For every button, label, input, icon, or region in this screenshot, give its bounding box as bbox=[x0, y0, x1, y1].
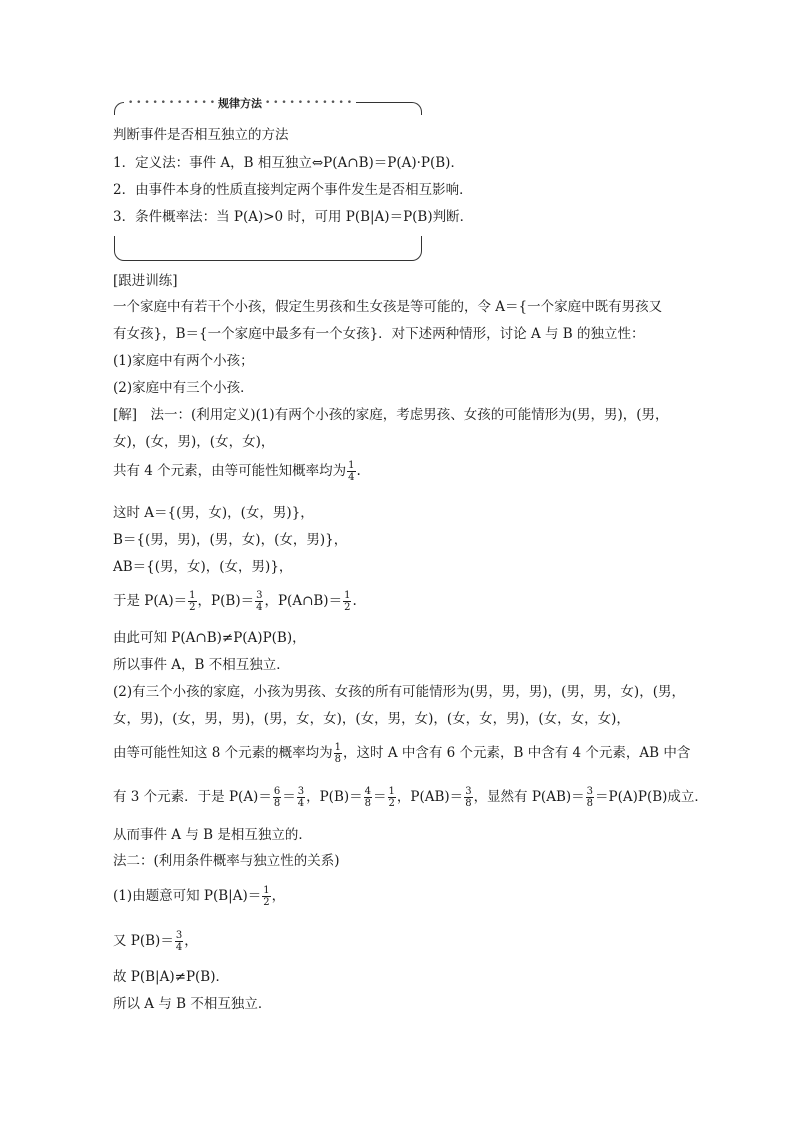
solution-line-5: B＝{(男，男)，(男，女)，(女，男)}， bbox=[113, 532, 348, 548]
problem-case-1: (1)家庭中有两个小孩； bbox=[113, 353, 254, 369]
dotted-decoration-right: • • • • • • • • • • • bbox=[265, 98, 353, 108]
solution-line-10: (2)有三个小孩的家庭，小孩为男孩、女孩的所有可能情形为(男，男，男)，(男，男，女)，(男， bbox=[113, 684, 685, 700]
fraction: $\frac{6}{8}$ bbox=[273, 786, 281, 809]
method-box-bottom-border bbox=[114, 236, 422, 261]
solution-line-19: 所以 A 与 B 不相互独立． bbox=[113, 996, 272, 1012]
fraction: $\frac{3}{4}$ bbox=[297, 786, 305, 809]
solution-line-4: 这时 A＝{(男，女)，(女，男)}， bbox=[113, 505, 314, 521]
method-box-title bbox=[124, 95, 356, 111]
solution-line-14: 从而事件 A 与 B 是相互独立的． bbox=[113, 827, 312, 843]
problem-line-2: 有女孩}，B＝{一个家庭中最多有一个女孩}．对下述两种情形，讨论 A 与 B 的独立性： bbox=[113, 326, 645, 342]
solution-line-13: 有 3 个元素．于是 P(A)＝ $\frac{6}{8}$ ＝ $\frac{3}{4}$ ，P(B)＝ $\frac{4}{8}$ ＝ $\frac{1}{2}$ ，P(AB)＝ $\frac{3}{8}$ ，显然有 P(AB)＝ $\frac{3}{8}$ ＝P(A)P(B)成立． bbox=[113, 786, 708, 809]
solution-line-17: 又 P(B)＝ $\frac{3}{4}$ ， bbox=[113, 930, 198, 953]
solution-line-11: 女，男)，(女，男，男)，(男，女，女)，(女，男，女)，(女，女，男)，(女，女，女)， bbox=[113, 711, 630, 727]
solution-line-9: 所以事件 A，B 不相互独立． bbox=[113, 657, 290, 673]
fraction: $\frac{1}{2}$ bbox=[189, 590, 196, 613]
solution-line-1: [解] 法一：(利用定义)(1)有两个小孩的家庭，考虑男孩、女孩的可能情形为(男，男)，(男， bbox=[113, 407, 669, 423]
solution-line-15: 法二：(利用条件概率与独立性的关系) bbox=[113, 853, 340, 869]
fraction: $\frac{3}{8}$ bbox=[586, 786, 594, 809]
method-item-3: 3．条件概率法：当 P(A)>0 时，可用 P(B|A)＝P(B)判断． bbox=[113, 209, 474, 225]
problem-case-2: (2)家庭中有三个小孩． bbox=[113, 380, 254, 396]
solution-line-12: 由等可能性知这 8 个元素的概率均为 $\frac{1}{8}$ ，这时 A 中含有 6 个元素，B 中含有 4 个元素，AB 中含 bbox=[113, 742, 691, 765]
method-item-2: 2．由事件本身的性质直接判定两个事件发生是否相互影响． bbox=[113, 182, 473, 198]
fraction: $\frac{3}{8}$ bbox=[465, 786, 472, 809]
method-heading: 判断事件是否相互独立的方法 bbox=[113, 127, 289, 143]
solution-line-7: 于是 P(A)＝ $\frac{1}{2}$ ，P(B)＝ $\frac{3}{4}$ ，P(A∩B)＝ $\frac{1}{2}$ . bbox=[113, 590, 357, 613]
method-box-title-text: 规律方法 bbox=[218, 97, 263, 110]
fraction: $\frac{1}{2}$ bbox=[388, 786, 395, 809]
fraction: $\frac{1}{2}$ bbox=[263, 885, 270, 908]
fraction: $\frac{3}{4}$ bbox=[175, 930, 183, 953]
solution-line-8: 由此可知 P(A∩B)≠P(A)P(B)， bbox=[113, 630, 306, 646]
problem-line-1: 一个家庭中有若干个小孩，假定生男孩和生女孩是等可能的，令 A＝{一个家庭中既有男孩又 bbox=[113, 299, 663, 315]
solution-line-18: 故 P(B|A)≠P(B)． bbox=[113, 969, 229, 985]
dotted-decoration-left: • • • • • • • • • • • bbox=[128, 98, 216, 108]
solution-line-16: (1)由题意可知 P(B|A)＝ $\frac{1}{2}$ ， bbox=[113, 885, 286, 908]
solution-line-6: AB＝{(男，女)，(女，男)}， bbox=[113, 559, 293, 575]
fraction: $\frac{1}{2}$ bbox=[344, 590, 351, 613]
fraction: $\frac{1}{4}$ bbox=[348, 460, 355, 483]
fraction: $\frac{3}{4}$ bbox=[256, 590, 263, 613]
method-item-1: 1．定义法：事件 A，B 相互独立⇔P(A∩B)＝P(A)·P(B)． bbox=[113, 155, 464, 171]
exercise-label: [跟进训练] bbox=[113, 273, 178, 289]
fraction: $\frac{1}{8}$ bbox=[334, 742, 342, 765]
fraction: $\frac{4}{8}$ bbox=[364, 786, 372, 809]
solution-line-3: 共有 4 个元素，由等可能性知概率均为 $\frac{1}{4}$ . bbox=[113, 460, 361, 483]
solution-line-2: 女)，(女，男)，(女，女)， bbox=[113, 434, 275, 450]
